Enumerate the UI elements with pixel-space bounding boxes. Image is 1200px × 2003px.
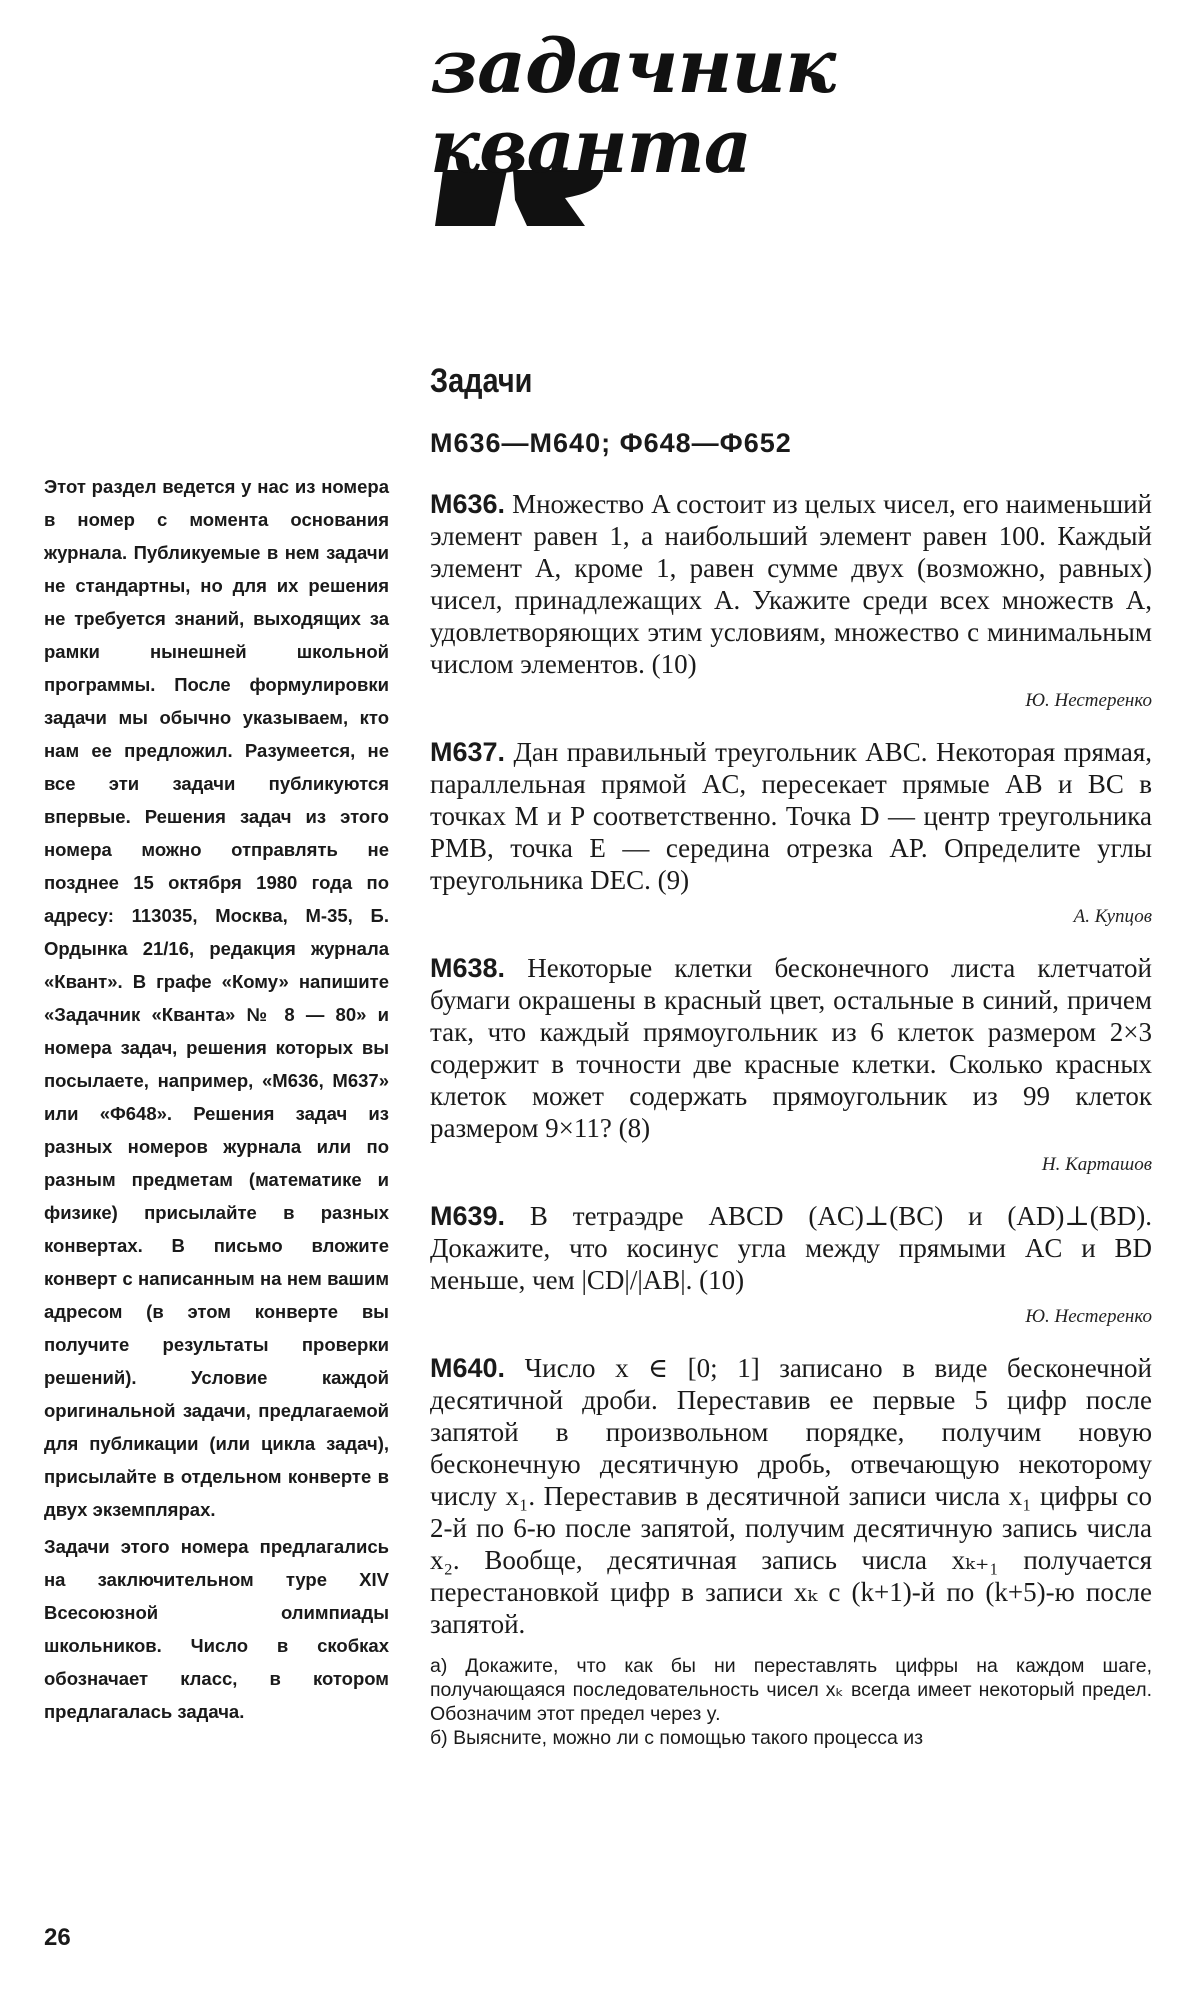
- section-title: Задачи: [430, 362, 533, 400]
- problem-text: В тетраэдре ABCD (AC)⊥(BC) и (AD)⊥(BD). Докажите, что косинус угла между прямыми AC и BD меньше, чем |CD|/|AB|. (10): [430, 1201, 1153, 1295]
- problem-text: Число x ∈ [0; 1] записано в виде бесконечной десятичной дроби. Переставив ее первые 5 цифр после запятой в произвольном порядке, получим новую бесконечную десятичную дробь, отвечающую некоторому числу x₁. Переставив в десятичной записи числа x₁ цифры со 2-й по 6-ю после запятой, получим десятичную запись числа x₂. Вообще, десятичная запись числа xₖ₊₁ получается перестановкой цифр в записи xₖ с (k+1)-й по (k+5)-ю после запятой.: [430, 1353, 1152, 1639]
- subpart-b: б) Выясните, можно ли с помощью такого процесса из: [430, 1727, 924, 1749]
- problem-number: М640.: [430, 1353, 506, 1383]
- problem-text: Множество A состоит из целых чисел, его наименьший элемент равен 1, а наибольший элемент равен 100. Каждый элемент A, кроме 1, равен сумме двух (возможно, равных) чисел, принадлежащих A. Укажите среди всех множеств A, удовлетворяющих этим условиям, множество с минимальным числом элементов. (10): [430, 489, 1153, 679]
- subpart-a: а) Докажите, что как бы ни переставлять цифры на каждом шаге, получающаяся последовательность чисел xₖ всегда имеет некоторый предел. Обозначим этот предел через y.: [430, 1655, 1152, 1725]
- problem-text: Некоторые клетки бесконечного листа клетчатой бумаги окрашены в красный цвет, остальные в синий, причем так, что каждый прямоугольник из 6 клеток размером 2×3 содержит в точности две красные клетки. Сколько красных клеток может содержать прямоугольник из 99 клеток размером 9×11? (8): [430, 953, 1153, 1143]
- problem-m639: [430, 1200, 1152, 1296]
- problem-m637: [430, 736, 1152, 896]
- masthead-line1: задачник: [430, 24, 836, 110]
- problem-number: М638.: [430, 953, 506, 983]
- problem-m636: [430, 488, 1152, 680]
- page-number: 26: [44, 1924, 71, 1951]
- sidebar-paragraph: Задачи этого номера предлагались на заключительном туре XIV Всесоюзной олимпиады школьников. Число в скобках обозначает класс, в котором предлагалась задача.: [44, 1536, 389, 1722]
- problem-author: Ю. Нестеренко: [1025, 690, 1152, 711]
- problem-m640: [430, 1352, 1152, 1640]
- problem-author: Ю. Нестеренко: [1025, 1306, 1152, 1327]
- problem-list: [430, 488, 1152, 1750]
- problem-number: М636.: [430, 489, 506, 519]
- sidebar-info: [44, 470, 389, 1728]
- problem-author: Н. Карташов: [1041, 1154, 1152, 1175]
- section-subtitle: М636—М640; Ф648—Ф652: [430, 428, 792, 458]
- masthead-line2: кванта: [430, 104, 751, 190]
- problem-m638: [430, 952, 1152, 1144]
- problem-subparts: [430, 1654, 1152, 1750]
- problem-author: А. Купцов: [1073, 906, 1152, 927]
- sidebar-paragraph: Этот раздел ведется у нас из номера в номер с момента основания журнала. Публикуемые в нем задачи не стандартны, но для их решения не требуется знаний, выходящих за рамки нынешней школьной программы. После формулировки задачи мы обычно указываем, кто нам ее предложил. Разумеется, не все эти задачи публикуются впервые. Решения задач из этого номера можно отправлять не позднее 15 октября 1980 года по адресу: 113035, Москва, М-35, Б. Ордынка 21/16, редакция журнала «Квант». В графе «Кому» напишите «Задачник «Кванта» № 8 — 80» и номера задач, решения которых вы посылаете, например, «М636, М637» или «Ф648». Решения задач из разных номеров журнала или по разным предметам (математике и физике) присылайте в разных конвертах. В письмо вложите конверт с написанным на нем вашим адресом (в этом конверте вы получите результаты проверки решений). Условие каждой оригинальной задачи, предлагаемой для публикации (или цикла задач), присылайте в отдельном конверте в двух экземплярах.: [44, 476, 389, 1520]
- masthead-logo: [425, 24, 836, 220]
- problem-number: М639.: [430, 1201, 506, 1231]
- problem-text: Дан правильный треугольник ABC. Некоторая прямая, параллельная прямой AC, пересекает прямые AB и BC в точках M и P соответственно. Точка D — центр треугольника PMB, точка E — середина отрезка AP. Определите углы треугольника DEC. (9): [430, 737, 1152, 895]
- problem-number: М637.: [430, 737, 506, 767]
